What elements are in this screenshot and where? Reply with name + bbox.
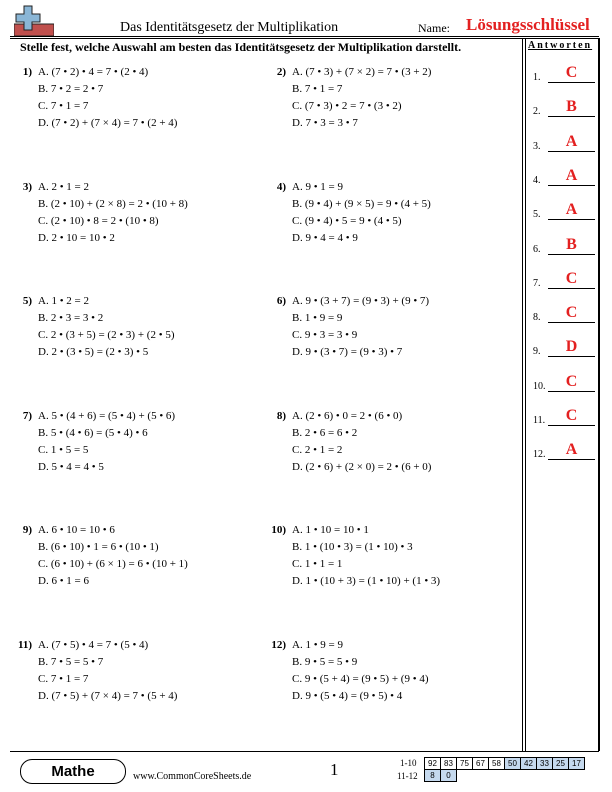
option-d: D. 1 • (10 + 3) = (1 • 10) + (1 • 3) (292, 575, 441, 587)
answer-value: C (565, 407, 578, 424)
option-b: B. 2 • 3 = 3 • 2 (38, 312, 104, 324)
option-a: A. (7 • 5) • 4 = 7 • (5 • 4) (38, 638, 149, 651)
answer-line (548, 151, 595, 152)
plus-logo-icon (14, 4, 54, 38)
option-d: D. 2 • 10 = 10 • 2 (38, 231, 115, 244)
option-a: A. 5 • (4 + 6) = (5 • 4) + (5 • 6) (38, 409, 176, 422)
footer-url[interactable]: www.CommonCoreSheets.de (133, 771, 252, 782)
answer-value: C (565, 372, 578, 390)
header-divider-2 (10, 38, 599, 39)
option-c: C. 7 • 1 = 7 (38, 672, 89, 685)
option-c: C. 2 • (3 + 5) = (2 • 3) + (2 • 5) (38, 329, 175, 341)
score-cell: 17 (569, 758, 585, 770)
option-a: A. 1 • 9 = 9 (292, 638, 343, 651)
option-a: A. (7 • 3) + (7 × 2) = 7 • (3 + 2) (292, 66, 432, 78)
score-cell: 25 (553, 758, 569, 770)
answer-line (548, 322, 595, 323)
score-row2-label: 11-12 (397, 771, 418, 781)
question-number: 3) (22, 180, 32, 193)
answer-row (533, 271, 595, 289)
question-options (38, 522, 188, 590)
score-cell: 8 (425, 770, 441, 782)
answer-number: 5. (533, 209, 541, 221)
option-d: D. 5 • 4 = 4 • 5 (38, 460, 104, 473)
option-c: C. (2 • 10) • 8 = 2 • (10 • 8) (38, 214, 159, 227)
answer-value: A (565, 132, 578, 150)
answer-row (533, 168, 595, 186)
question-options (38, 408, 175, 476)
subject-badge: Mathe (20, 759, 126, 784)
score-cell: 75 (457, 758, 473, 770)
score-cell: 67 (473, 758, 489, 770)
footer-divider (10, 751, 599, 752)
question-number: 9) (22, 524, 32, 536)
answer-value: B (566, 98, 577, 116)
option-d: D. (7 • 5) + (7 × 4) = 7 • (5 + 4) (38, 689, 178, 702)
answer-value: C (565, 304, 578, 322)
option-a: A. 1 • 2 = 2 (38, 295, 89, 307)
question-number: 11) (17, 638, 32, 651)
option-a: A. 6 • 10 = 10 • 6 (38, 524, 115, 536)
answer-line (548, 82, 595, 83)
option-a: A. 9 • 1 = 9 (292, 180, 343, 193)
answer-line (548, 425, 595, 426)
option-d: D. 6 • 1 = 6 (38, 575, 89, 587)
answer-column-divider (522, 38, 526, 751)
question-options (292, 408, 431, 476)
right-border (598, 38, 600, 751)
option-d: D. 9 • (5 • 4) = (9 • 5) • 4 (292, 689, 403, 702)
option-c: C. 1 • 1 = 1 (292, 558, 343, 570)
answer-number: 8. (533, 312, 541, 324)
question-number: 4) (276, 180, 286, 193)
question-number: 6) (276, 295, 286, 307)
option-c: C. (7 • 3) • 2 = 7 • (3 • 2) (292, 100, 402, 112)
option-c: C. 2 • 1 = 2 (292, 443, 343, 456)
option-d: D. 7 • 3 = 3 • 7 (292, 117, 358, 129)
answer-row (533, 339, 595, 357)
question-options (292, 293, 429, 361)
score-cell: 0 (441, 770, 457, 782)
question-number: 7) (22, 409, 32, 422)
answer-number: 2. (533, 106, 541, 118)
option-b: B. 9 • 5 = 5 • 9 (292, 655, 358, 668)
option-d: D. 2 • (3 • 5) = (2 • 3) • 5 (38, 346, 149, 358)
score-cell: 92 (425, 758, 441, 770)
answer-value: B (566, 235, 577, 253)
option-d: D. (2 • 6) + (2 × 0) = 2 • (6 + 0) (292, 460, 432, 473)
answer-row (533, 99, 595, 117)
answer-line (548, 219, 595, 220)
answer-row (533, 305, 595, 323)
question-options (292, 179, 431, 247)
score-row1-label: 1-10 (400, 758, 417, 768)
answer-number: 11. (533, 415, 546, 426)
answer-value: A (565, 201, 578, 219)
answer-value: D (565, 338, 578, 356)
header-divider (10, 36, 599, 37)
option-b: B. (9 • 4) + (9 × 5) = 9 • (4 + 5) (292, 197, 431, 210)
option-d: D. 9 • 4 = 4 • 9 (292, 231, 358, 244)
answer-row (533, 374, 595, 392)
answer-row (533, 408, 595, 426)
answer-row (533, 237, 595, 255)
score-cell: 58 (489, 758, 505, 770)
option-d: D. (7 • 2) + (7 × 4) = 7 • (2 + 4) (38, 117, 178, 129)
answer-line (548, 116, 595, 117)
option-d: D. 9 • (3 • 7) = (9 • 3) • 7 (292, 346, 403, 358)
question-options (38, 179, 188, 247)
option-b: B. 7 • 1 = 7 (292, 83, 343, 95)
answer-number: 4. (533, 174, 541, 186)
option-b: B. 5 • (4 • 6) = (5 • 4) • 6 (38, 426, 148, 439)
score-row (425, 770, 585, 782)
option-a: A. (7 • 2) • 4 = 7 • (2 • 4) (38, 66, 149, 78)
option-c: C. (6 • 10) + (6 × 1) = 6 • (10 + 1) (38, 558, 188, 570)
option-b: B. 2 • 6 = 6 • 2 (292, 426, 358, 439)
instructions: Stelle fest, welche Auswahl am besten das Identitätsgesetz der Multiplikation darstellt. (20, 40, 462, 54)
option-b: B. 7 • 5 = 5 • 7 (38, 655, 104, 668)
answer-value: C (565, 269, 578, 287)
question-options (38, 293, 174, 361)
answer-line (548, 459, 595, 460)
question-number: 8) (276, 409, 286, 422)
answers-header: Antworten (528, 40, 593, 51)
option-b: B. 1 • (10 • 3) = (1 • 10) • 3 (292, 541, 413, 553)
option-c: C. 9 • (5 + 4) = (9 • 5) + (9 • 4) (292, 672, 429, 685)
answer-line (548, 288, 595, 289)
answer-number: 3. (533, 140, 541, 152)
answer-value: A (565, 441, 578, 459)
option-a: A. 1 • 10 = 10 • 1 (292, 524, 369, 536)
answer-key-label: Lösungsschlüssel (466, 15, 590, 34)
answer-row (533, 202, 595, 220)
question-number: 2) (276, 66, 286, 78)
name-label: Name: (418, 21, 450, 35)
score-cell: 50 (505, 758, 521, 770)
question-options (38, 64, 177, 132)
answer-number: 7. (533, 277, 541, 289)
answer-number: 10. (533, 380, 546, 392)
option-a: A. 2 • 1 = 2 (38, 180, 89, 193)
question-number: 12) (271, 638, 286, 651)
score-row (425, 758, 585, 770)
page-title: Das Identitätsgesetz der Multiplikation (120, 20, 339, 35)
option-c: C. 1 • 5 = 5 (38, 443, 89, 456)
option-b: B. (6 • 10) • 1 = 6 • (10 • 1) (38, 541, 159, 553)
answer-line (548, 185, 595, 186)
score-cell: 42 (521, 758, 537, 770)
question-number: 1) (22, 66, 32, 78)
answer-number: 1. (533, 72, 541, 83)
page-number: 1 (330, 760, 339, 779)
answer-value: A (565, 166, 578, 184)
answer-row (533, 134, 595, 152)
question-number: 10) (271, 524, 286, 536)
question-options (292, 522, 440, 590)
question-options (38, 637, 177, 705)
answer-line (548, 254, 595, 255)
question-options (292, 64, 431, 132)
answer-number: 6. (533, 243, 541, 255)
question-number: 5) (22, 295, 32, 307)
answer-number: 9. (533, 346, 541, 358)
option-b: B. (2 • 10) + (2 × 8) = 2 • (10 + 8) (38, 197, 188, 210)
option-a: A. 9 • (3 + 7) = (9 • 3) + (9 • 7) (292, 295, 430, 307)
score-table (424, 757, 585, 782)
answer-value: C (565, 64, 578, 81)
option-c: C. (9 • 4) • 5 = 9 • (4 • 5) (292, 214, 402, 227)
answer-row (533, 65, 595, 83)
answer-row (533, 442, 595, 460)
score-cell: 33 (537, 758, 553, 770)
answer-line (548, 391, 595, 392)
score-cell: 83 (441, 758, 457, 770)
option-a: A. (2 • 6) • 0 = 2 • (6 • 0) (292, 409, 403, 422)
option-b: B. 1 • 9 = 9 (292, 312, 343, 324)
answer-number: 12. (533, 449, 546, 461)
question-options (292, 637, 428, 705)
answer-line (548, 356, 595, 357)
option-b: B. 7 • 2 = 2 • 7 (38, 83, 104, 95)
option-c: C. 9 • 3 = 3 • 9 (292, 329, 358, 341)
option-c: C. 7 • 1 = 7 (38, 100, 89, 112)
